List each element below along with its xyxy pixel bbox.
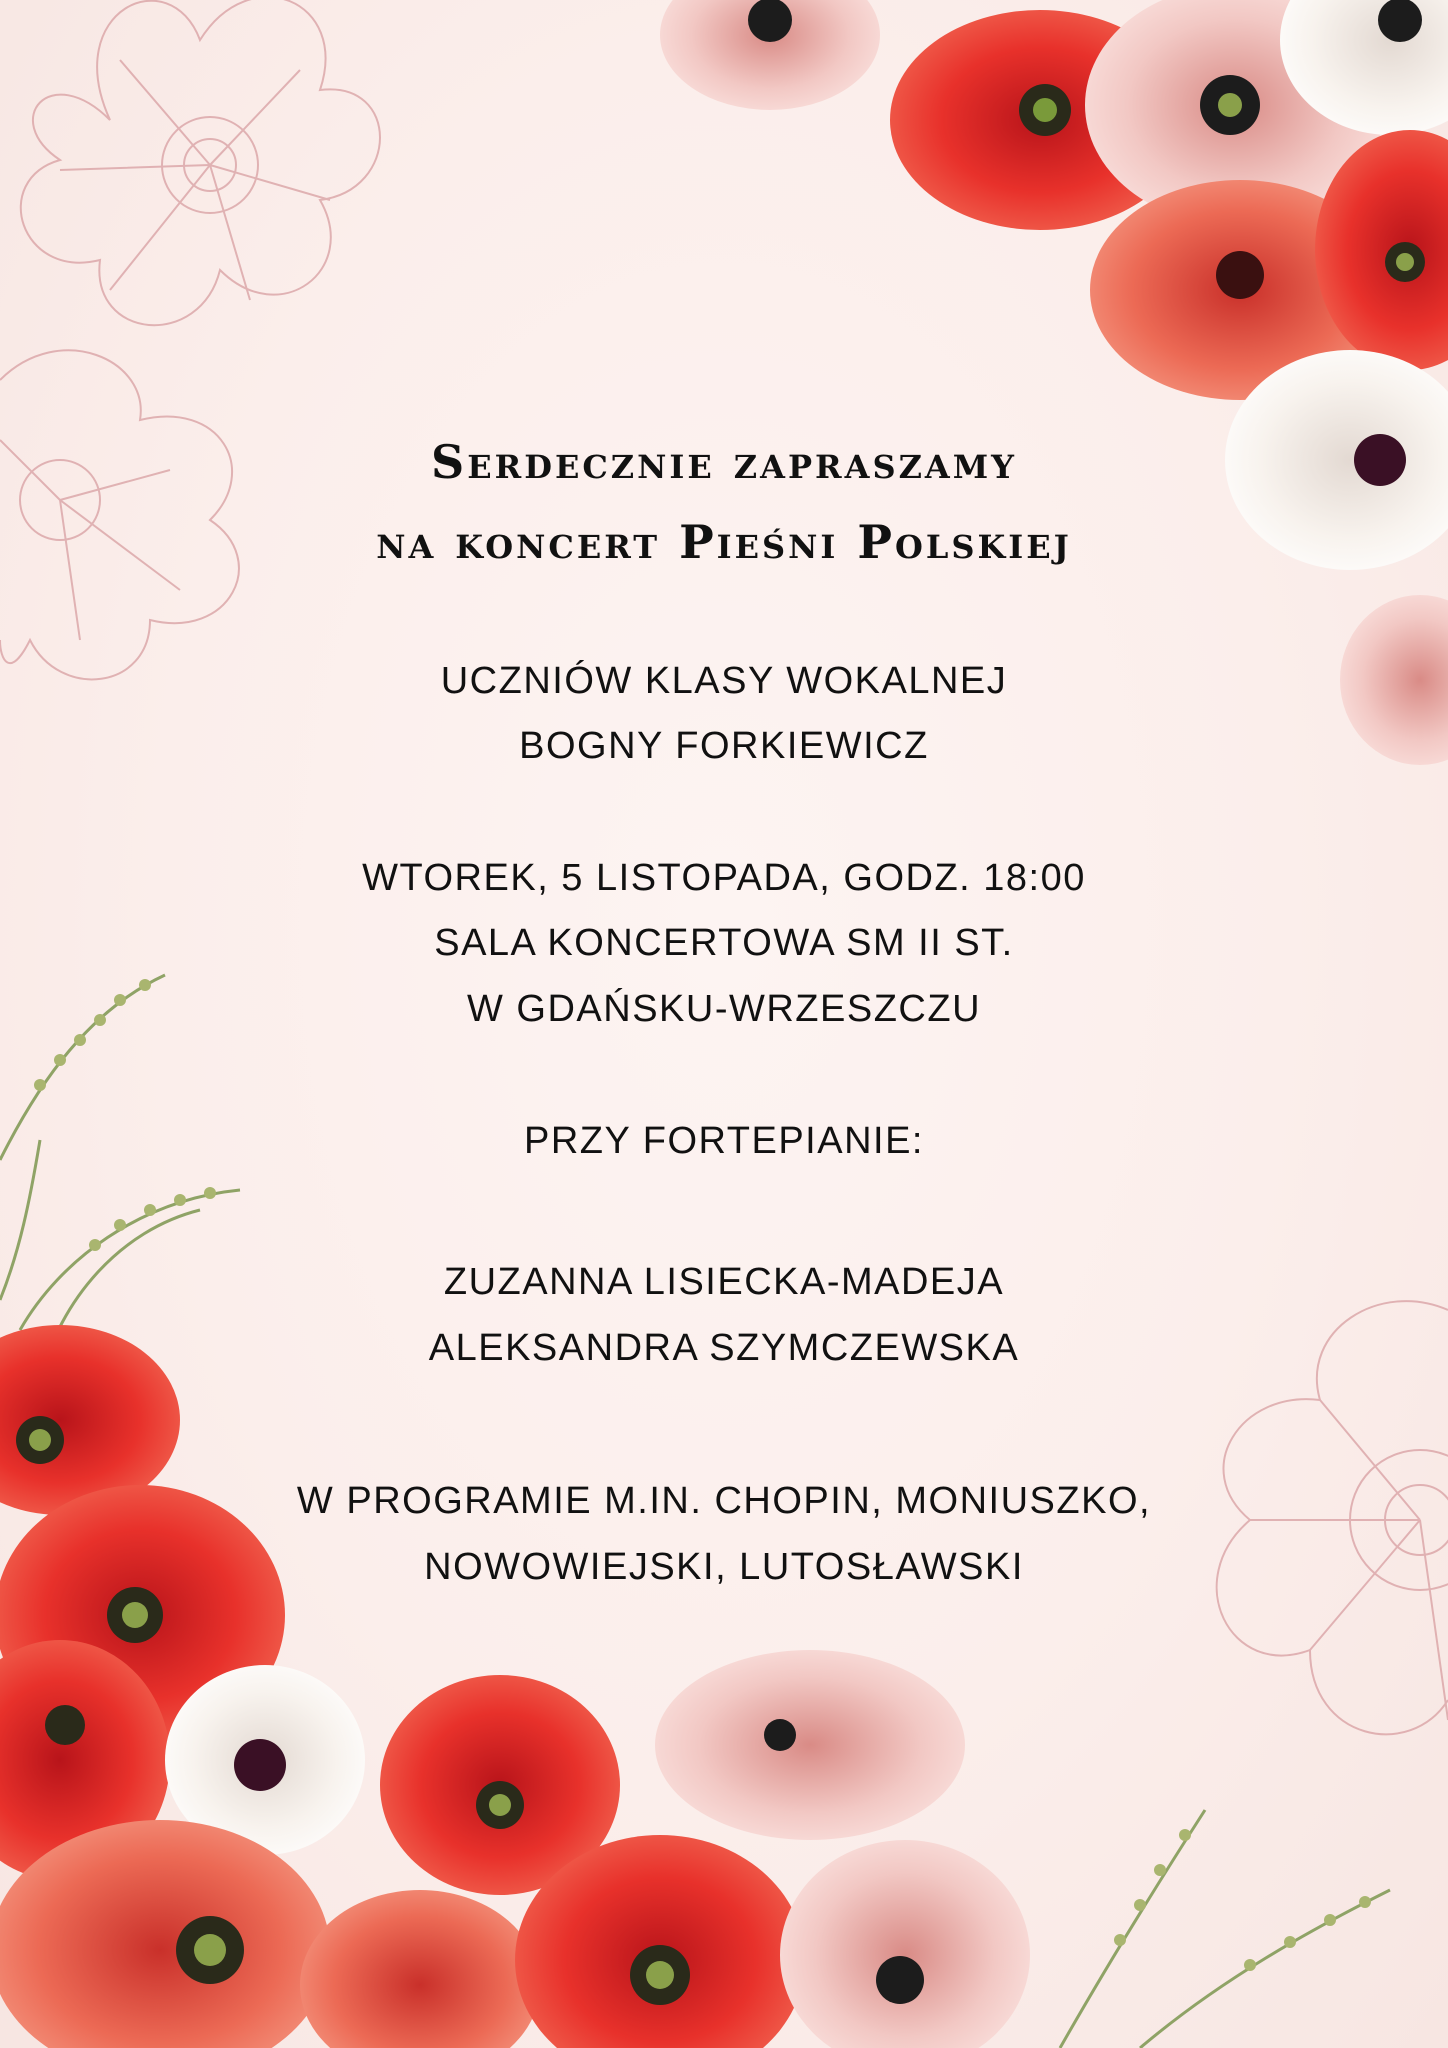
program-line1: W PROGRAMIE M.IN. CHOPIN, MONIUSZKO,	[296, 1480, 1152, 1522]
invitation-title-line1: Serdecznie zapraszamy	[430, 435, 1018, 489]
event-venue-line1: SALA KONCERTOWA SM II ST.	[434, 922, 1014, 964]
pianist-2: ALEKSANDRA SZYMCZEWSKA	[428, 1327, 1020, 1369]
event-venue-line2: W GDAŃSKU-WRZESZCZU	[466, 988, 982, 1030]
performers-line1: UCZNIÓW KLASY WOKALNEJ	[440, 660, 1008, 702]
pianist-1: ZUZANNA LISIECKA-MADEJA	[443, 1261, 1005, 1303]
invitation-title-line2: na koncert Pieśni Polskiej	[376, 515, 1072, 569]
grass-buds-right	[1114, 1829, 1371, 1971]
performers-line2: BOGNY FORKIEWICZ	[519, 725, 929, 767]
poppies-bottom-left	[0, 1325, 1030, 2048]
program-line2: NOWOWIEJSKI, LUTOSŁAWSKI	[424, 1546, 1024, 1588]
grass-stems-right	[1060, 1810, 1390, 2048]
accompaniment-label: PRZY FORTEPIANIE:	[524, 1120, 924, 1162]
event-date-time: WTOREK, 5 LISTOPADA, GODZ. 18:00	[362, 857, 1086, 899]
